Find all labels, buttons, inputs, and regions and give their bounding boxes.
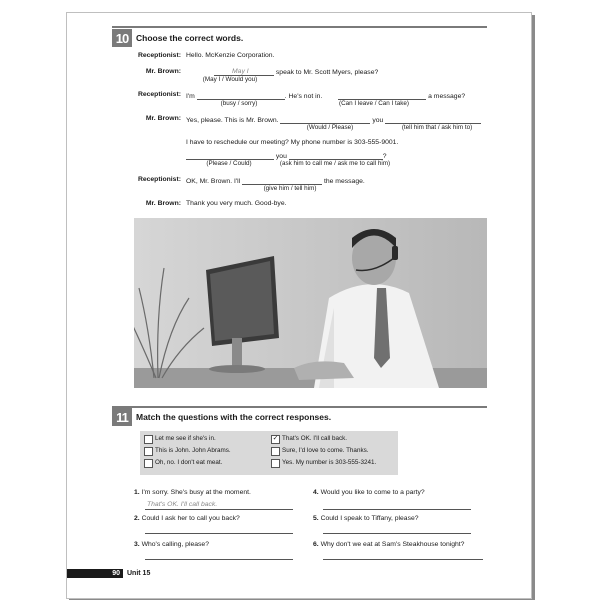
section-11-header	[112, 408, 331, 426]
answer-line-1[interactable]	[145, 509, 293, 510]
options-l6a: (Please / Could)	[206, 160, 252, 167]
dialog-line-7: OK, Mr. Brown. I'll the message.	[186, 178, 365, 185]
question-6: 6. Why don't we eat at Sam's Steakhouse tonight?	[313, 541, 465, 548]
options-l3a: (busy / sorry)	[220, 100, 258, 107]
dialog-line-5: I have to reschedule our meeting? My phone number is 303-555-9001.	[186, 139, 399, 146]
answer-blank[interactable]	[338, 91, 426, 100]
response-checkbox[interactable]	[271, 459, 280, 468]
answer-blank[interactable]	[280, 115, 370, 124]
response-label: Oh, no. I don't eat meat.	[155, 459, 223, 466]
dialog-line-8: Thank you very much. Good-bye.	[186, 200, 287, 207]
workbook-page	[66, 12, 532, 599]
answer-blank[interactable]	[242, 176, 322, 185]
response-label: Sure, I'd love to come. Thanks.	[282, 447, 369, 454]
response-label: Let me see if she's in.	[155, 435, 216, 442]
speaker-receptionist: Receptionist:	[137, 52, 181, 59]
answer-blank[interactable]	[186, 151, 274, 160]
answer-blank[interactable]	[214, 67, 274, 76]
dialog-line-3: I'm . He's not in. a message?	[186, 93, 466, 100]
speaker-brown: Mr. Brown:	[145, 115, 181, 122]
options-l7: (give him / tell him)	[263, 185, 317, 192]
page-footer	[67, 569, 150, 578]
dialog-line-4: Yes, please. This is Mr. Brown. you	[186, 115, 481, 124]
question-1: 1. I'm sorry. She's busy at the moment.	[134, 489, 251, 496]
speaker-receptionist: Receptionist:	[137, 176, 181, 183]
photo-illustration	[134, 218, 487, 388]
response-label: Yes. My number is 303-555-3241.	[282, 459, 377, 466]
speaker-brown: Mr. Brown:	[145, 200, 181, 207]
section-10-header	[112, 29, 243, 47]
answer-line-5[interactable]	[323, 533, 471, 534]
question-3: 3. Who's calling, please?	[134, 541, 209, 548]
response-checkbox[interactable]	[144, 459, 153, 468]
answer-1-text: That's OK. I'll call back.	[147, 501, 218, 508]
question-5: 5. Could I speak to Tiffany, please?	[313, 515, 419, 522]
answer-line-4[interactable]	[323, 509, 471, 510]
answer-blank[interactable]	[385, 115, 481, 124]
speaker-receptionist: Receptionist:	[137, 91, 181, 98]
answer-line-2[interactable]	[145, 533, 293, 534]
speaker-brown: Mr. Brown:	[145, 68, 181, 75]
answer-blank[interactable]	[197, 91, 285, 100]
photo-receptionist-headset	[134, 218, 487, 388]
response-checkbox[interactable]	[144, 435, 153, 444]
unit-label: Unit 15	[127, 570, 151, 577]
answer-line-3[interactable]	[145, 559, 293, 560]
section-10-title: Choose the correct words.	[136, 33, 244, 43]
dialog-line-6: you ?	[186, 151, 387, 160]
options-l4b: (tell him that / ask him to)	[401, 124, 473, 131]
response-checkbox[interactable]	[271, 447, 280, 456]
section-11-title: Match the questions with the correct responses.	[136, 412, 332, 422]
response-label: This is John. John Abrams.	[155, 447, 231, 454]
response-checkbox[interactable]: ✓	[272, 435, 279, 442]
dialog-line-1: Hello. McKenzie Corporation.	[186, 52, 275, 59]
page-number: 90	[67, 569, 123, 578]
response-checkbox[interactable]	[144, 447, 153, 456]
section-10-number: 10	[112, 29, 132, 47]
options-l4a: (Would / Please)	[306, 124, 354, 131]
answer-line-6[interactable]	[323, 559, 483, 560]
responses-box	[140, 431, 398, 475]
options-l2: (May I / Would you)	[202, 76, 258, 83]
answer-blank[interactable]	[289, 151, 383, 160]
options-l6b: (ask him to call me / ask me to call him)	[279, 160, 391, 167]
filled-answer: May I	[232, 68, 249, 75]
options-l3b: (Can I leave / Can I take)	[339, 100, 409, 107]
line-text: speak to Mr. Scott Myers, please?	[275, 69, 379, 76]
question-2: 2. Could I ask her to call you back?	[134, 515, 240, 522]
dialog-line-2	[214, 67, 378, 76]
section-11-number: 11	[112, 408, 132, 426]
section-10-rule	[112, 26, 487, 28]
response-label: That's OK. I'll call back.	[282, 435, 348, 442]
question-4: 4. Would you like to come to a party?	[313, 489, 425, 496]
